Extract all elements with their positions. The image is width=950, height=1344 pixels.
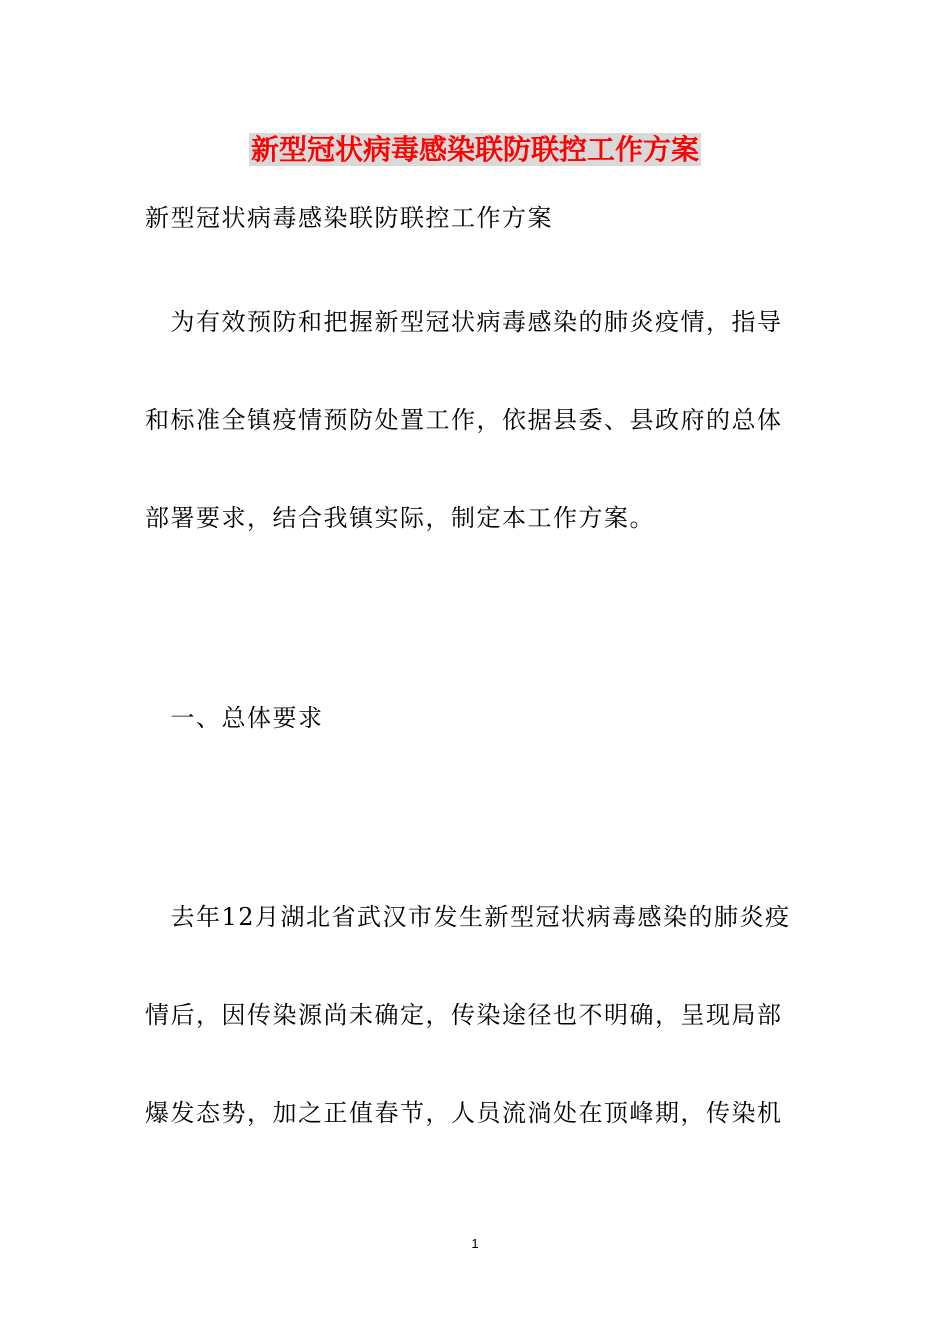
body-line: 爆发态势，加之正值春节，人员流淌处在顶峰期，传染机 bbox=[145, 1099, 783, 1127]
intro-line: 和标准全镇疫情预防处置工作，依据县委、县政府的总体 bbox=[145, 406, 783, 434]
page-number: 1 bbox=[471, 1236, 479, 1251]
document-title bbox=[0, 128, 950, 172]
document-subtitle: 新型冠状病毒感染联防联控工作方案 bbox=[145, 204, 553, 232]
body-line: 情后，因传染源尚未确定，传染途径也不明确，呈现局部 bbox=[145, 1001, 783, 1029]
document-title-text: 新型冠状病毒感染联防联控工作方案 bbox=[250, 133, 699, 166]
section-heading: 一、总体要求 bbox=[145, 704, 324, 732]
intro-line: 部署要求，结合我镇实际，制定本工作方案。 bbox=[145, 504, 655, 532]
body-line: 去年12月湖北省武汉市发生新型冠状病毒感染的肺炎疫 bbox=[145, 903, 791, 931]
intro-line: 为有效预防和把握新型冠状病毒感染的肺炎疫情，指导 bbox=[145, 308, 783, 336]
